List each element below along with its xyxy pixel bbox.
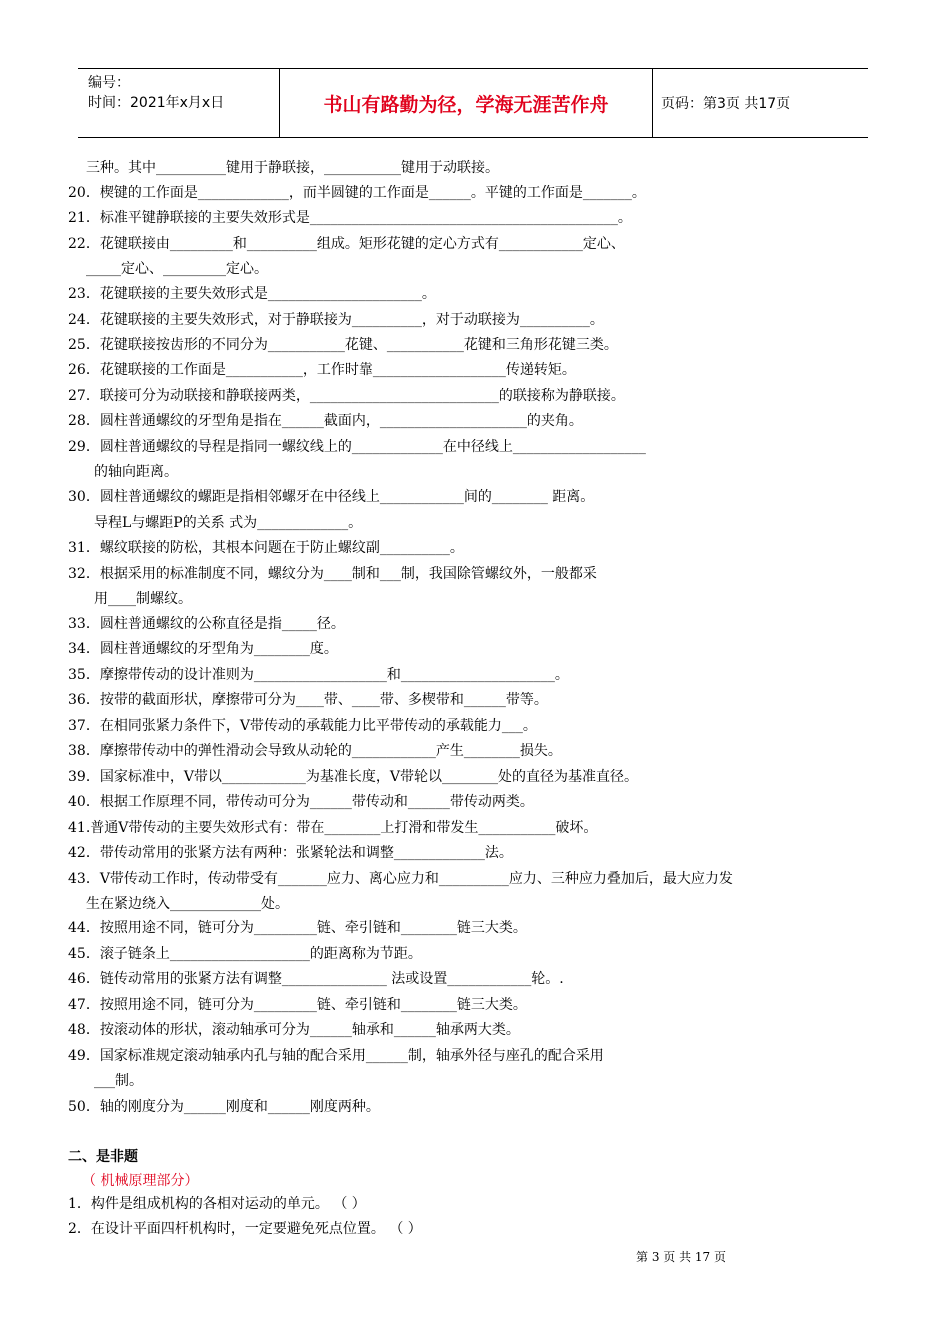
question-line: 45．滚子链条上____________________的距离称为节距。 xyxy=(68,946,422,962)
question-line: 24．花键联接的主要失效形式，对于静联接为__________，对于动联接为__________。 xyxy=(68,312,604,328)
question-line: 29．圆柱普通螺纹的导程是指同一螺纹线上的_____________在中径线上___________________ xyxy=(68,439,646,455)
question-line: 生在紧边绕入_____________处。 xyxy=(86,896,289,912)
question-line: 43．V带传动工作时，传动带受有_______应力、离心应力和__________应力、三种应力叠加后，最大应力发 xyxy=(68,871,733,887)
question-line: 用____制螺纹。 xyxy=(94,591,192,607)
question-line: 34．圆柱普通螺纹的牙型角为________度。 xyxy=(68,641,338,657)
header-motto: 书山有路勤为径，学海无涯苦作舟 xyxy=(323,93,609,116)
question-line: 39．国家标准中，V带以____________为基准长度，V带轮以________处的直径为基准直径。 xyxy=(68,769,639,785)
question-line: 47．按照用途不同，链可分为_________链、牵引链和________链三大类。 xyxy=(68,997,527,1013)
question-line: 25．花键联接按齿形的不同分为___________花键、___________花键和三角形花键三类。 xyxy=(68,337,618,353)
true-false-item: 1．构件是组成机构的各相对运动的单元。 （ ） xyxy=(68,1196,366,1212)
question-line: 46．链传动常用的张紧方法有调整_______________ 法或设置____________轮。. xyxy=(68,971,564,987)
question-line: 28．圆柱普通螺纹的牙型角是指在______截面内，_____________________的夹角。 xyxy=(68,413,583,429)
question-line: 21．标准平键静联接的主要失效形式是____________________________________________。 xyxy=(68,210,632,226)
true-false-item: 2．在设计平面四杆机构时，一定要避免死点位置。 （ ） xyxy=(68,1221,422,1237)
question-line: 35．摩擦带传动的设计准则为___________________和______________________。 xyxy=(68,667,569,683)
question-line: 49．国家标准规定滚动轴承内孔与轴的配合采用______制，轴承外径与座孔的配合采用 xyxy=(68,1048,604,1064)
question-line: 50．轴的刚度分为______刚度和______刚度两种。 xyxy=(68,1099,380,1115)
question-line: 42．带传动常用的张紧方法有两种：张紧轮法和调整_____________法。 xyxy=(68,845,513,861)
question-line: 38．摩擦带传动中的弹性滑动会导致从动轮的____________产生________损失。 xyxy=(68,743,562,759)
question-line: 44．按照用途不同，链可分为_________链、牵引链和________链三大类。 xyxy=(68,920,527,936)
question-line: 27．联接可分为动联接和静联接两类，___________________________的联接称为静联接。 xyxy=(68,388,625,404)
question-line: 48．按滚动体的形状，滚动轴承可分为______轴承和______轴承两大类。 xyxy=(68,1022,520,1038)
time-label: 时间：2021年x月x日 xyxy=(88,95,225,111)
question-line: ___制。 xyxy=(94,1073,143,1089)
question-line: _____定心、_________定心。 xyxy=(86,261,268,277)
page-footer: 第 3 页 共 17 页 xyxy=(636,1250,726,1264)
question-line: 41.普通V带传动的主要失效形式有：带在________上打滑和带发生___________破坏。 xyxy=(68,820,598,836)
header-page-label: 页码：第3页 共17页 xyxy=(661,96,791,112)
question-line: 导程L与螺距P的关系 式为_____________。 xyxy=(94,515,363,531)
question-line: 36．按带的截面形状，摩擦带可分为____带、____带、多楔带和______带等。 xyxy=(68,692,548,708)
question-line: 22．花键联接由_________和__________组成。矩形花键的定心方式有____________定心、 xyxy=(68,236,625,252)
question-line: 37．在相同张紧力条件下，V带传动的承载能力比平带传动的承载能力___。 xyxy=(68,718,537,734)
question-line: 23．花键联接的主要失效形式是______________________。 xyxy=(68,286,436,302)
question-line: 26．花键联接的工作面是___________，工作时靠___________________传递转矩。 xyxy=(68,362,576,378)
header-info xyxy=(88,73,224,113)
section-title: 二、是非题 xyxy=(68,1149,138,1165)
question-line: 的轴向距离。 xyxy=(94,464,178,480)
question-line: 三种。其中__________键用于静联接，___________键用于动联接。 xyxy=(86,160,499,176)
question-line: 40．根据工作原理不同，带传动可分为______带传动和______带传动两类。 xyxy=(68,794,534,810)
question-line: 20．楔键的工作面是_____________，而半圆键的工作面是______。平键的工作面是_______。 xyxy=(68,185,646,201)
serial-label: 编号： xyxy=(88,75,130,91)
question-line: 33．圆柱普通螺纹的公称直径是指_____径。 xyxy=(68,616,345,632)
question-line: 30．圆柱普通螺纹的螺距是指相邻螺牙在中径线上____________间的________ 距离。 xyxy=(68,489,595,505)
question-line: 31．螺纹联接的防松，其根本问题在于防止螺纹副__________。 xyxy=(68,540,464,556)
document-header xyxy=(78,68,868,138)
section-subtitle: （ 机械原理部分） xyxy=(82,1173,199,1189)
question-line: 32．根据采用的标准制度不同，螺纹分为____制和___制，我国除管螺纹外，一般都采 xyxy=(68,566,597,582)
header-divider xyxy=(652,69,653,137)
